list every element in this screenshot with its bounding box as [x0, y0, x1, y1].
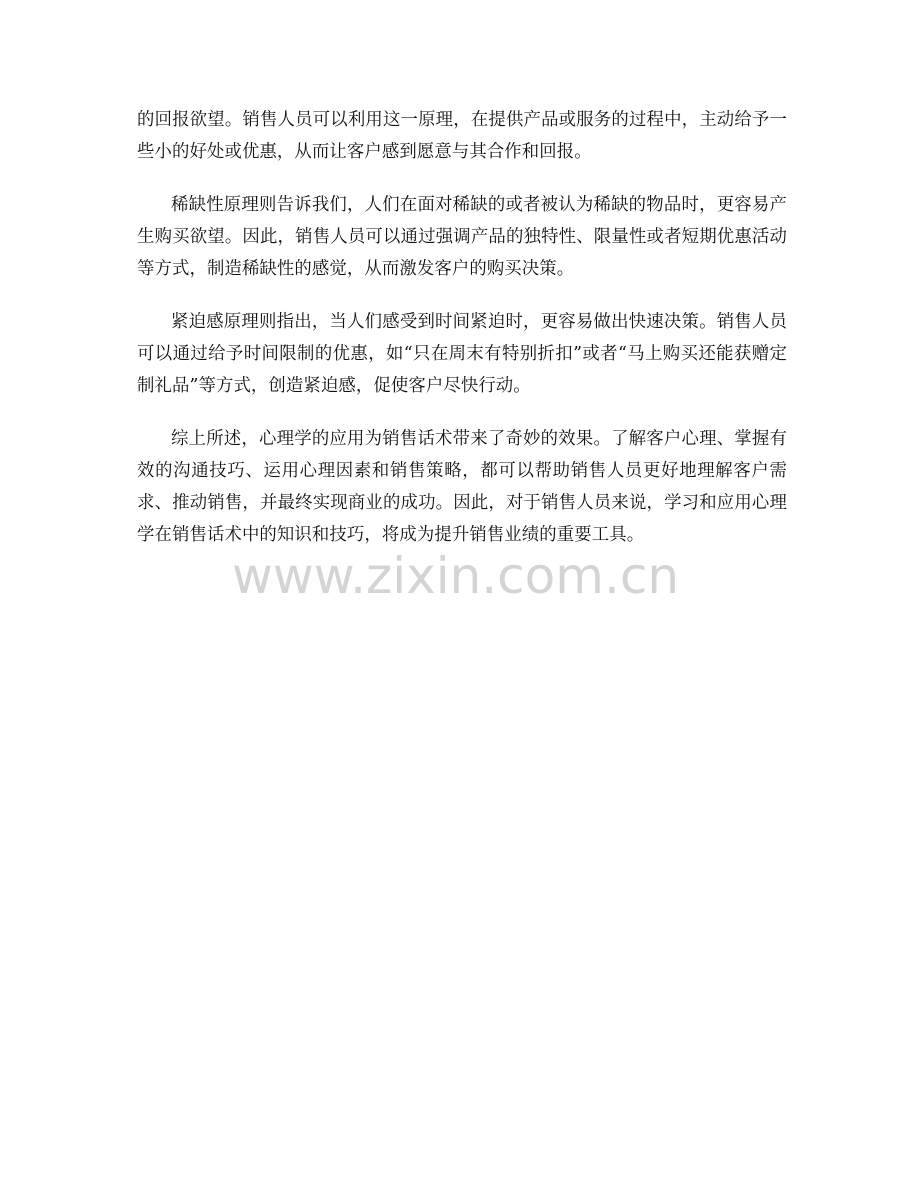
document-body	[137, 104, 787, 572]
paragraph-scarcity: 稀缺性原理则告诉我们，人们在面对稀缺的或者被认为稀缺的物品时，更容易产生购买欲望。因此，销售人员可以通过强调产品的独特性、限量性或者短期优惠活动等方式，制造稀缺性的感觉，从而激发客户的购买决策。	[137, 195, 787, 279]
paragraph-urgency: 紧迫感原理则指出，当人们感受到时间紧迫时，更容易做出快速决策。销售人员可以通过给予时间限制的优惠，如“只在周末有特别折扣”或者“马上购买还能获赠定制礼品”等方式，创造紧迫感，促使客户尽快行动。	[137, 312, 787, 396]
paragraph-continuation: 的回报欲望。销售人员可以利用这一原理，在提供产品或服务的过程中，主动给予一些小的好处或优惠，从而让客户感到愿意与其合作和回报。	[137, 110, 787, 162]
watermark: www.zixin.com.cn	[232, 547, 680, 605]
paragraph-conclusion: 综上所述，心理学的应用为销售话术带来了奇妙的效果。了解客户心理、掌握有效的沟通技巧、运用心理因素和销售策略，都可以帮助销售人员更好地理解客户需求、推动销售，并最终实现商业的成功。因此，对于销售人员来说，学习和应用心理学在销售话术中的知识和技巧，将成为提升销售业绩的重要工具。	[137, 429, 787, 545]
